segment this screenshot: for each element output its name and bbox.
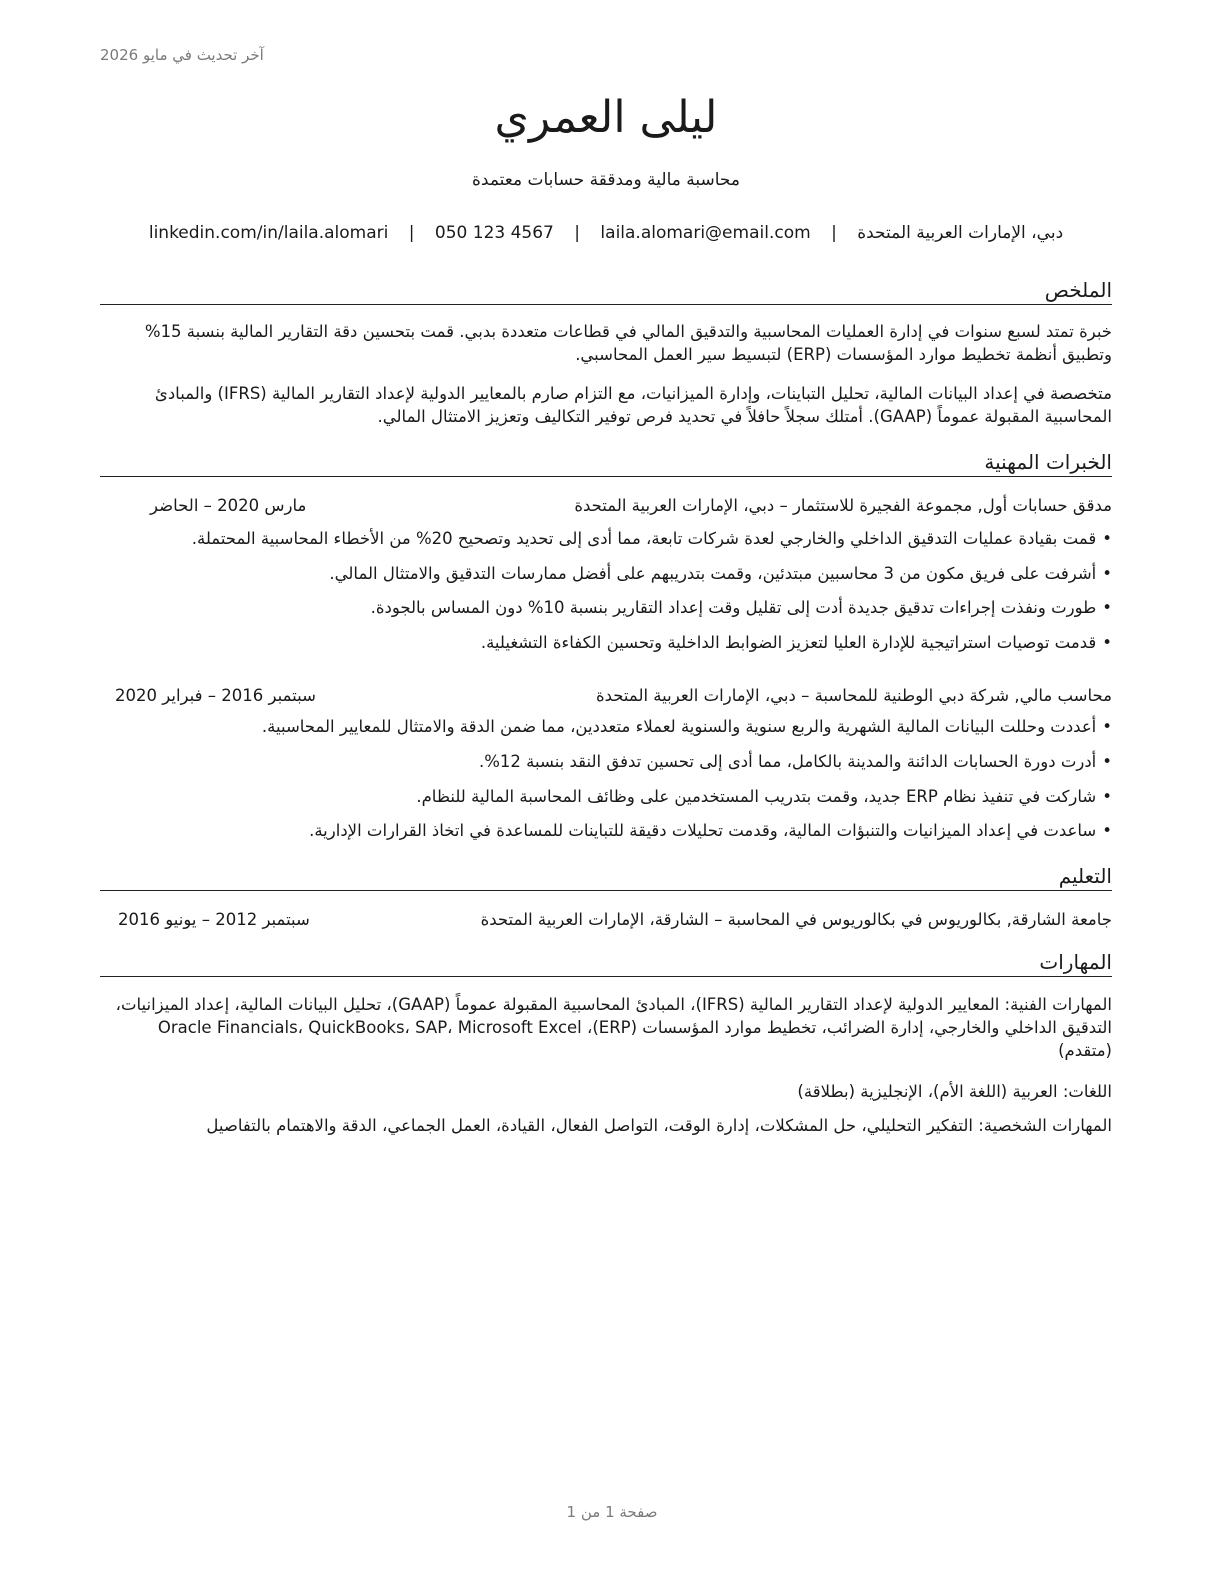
section-title-summary: الملخص [100, 277, 1112, 305]
job-bullet: •أعددت وحللت البيانات المالية الشهرية والربع سنوية والسنوية لعملاء متعددين، مما ضمن الدقة والامتثال للمعايير المحاسبية. [261, 717, 1112, 736]
job-dates: مارس 2020 – الحاضر [150, 496, 307, 515]
job-bullet: •أدرت دورة الحسابات الدائنة والمدينة بالكامل، مما أدى إلى تحسين تدفق النقد بنسبة 12%. [478, 752, 1112, 771]
section-title-skills: المهارات [100, 949, 1112, 977]
skills-soft: المهارات الشخصية: التفكير التحليلي، حل المشكلات، إدارة الوقت، التواصل الفعال، القيادة، العمل الجماعي، الدقة والاهتمام بالتفاصيل [206, 1116, 1112, 1135]
person-name: ليلى العمري [494, 92, 718, 143]
page-number: صفحة 1 من 1 [566, 1503, 658, 1521]
job-bullet: •قمت بقيادة عمليات التدقيق الداخلي والخارجي لعدة شركات تابعة، مما أدى إلى تحديد وتصحيح 20% من الأخطاء المحاسبية المحتملة. [191, 529, 1112, 548]
contact-linkedin[interactable]: linkedin.com/in/laila.alomari [148, 223, 389, 243]
summary-paragraph: متخصصة في إعداد البيانات المالية، تحليل التباينات، وإدارة الميزانيات، مع التزام صارم بالمعايير الدولية لإعداد التقارير المالية (IFRS) والمبادئ المحاسبية المقبولة عموماً (GAAP). أمتلك سجلاً حافلاً في تحديد فرص توفير التكاليف وتعزيز الامتثال المالي. [154, 384, 1112, 426]
job-bullet: •أشرفت على فريق مكون من 3 محاسبين مبتدئين، وقمت بتدريبهم على أفضل ممارسات التدقيق والامتثال المالي. [329, 564, 1112, 583]
section-title-experience: الخبرات المهنية [100, 449, 1112, 477]
education-dates: سبتمبر 2012 – يونيو 2016 [118, 910, 310, 929]
resume-page [100, 0, 1112, 1584]
contact-email[interactable]: laila.alomari@email.com [600, 223, 811, 243]
job-bullet: •طورت ونفذت إجراءات تدقيق جديدة أدت إلى تقليل وقت إعداد التقارير بنسبة 10% دون المساس بالجودة. [370, 598, 1112, 617]
education-entry [100, 908, 1112, 931]
contact-separator: | [574, 223, 581, 243]
education-degree: جامعة الشارقة, بكالوريوس في بكالوريوس في المحاسبة – الشارقة، الإمارات العربية المتحدة [480, 910, 1112, 929]
job-header [100, 494, 1112, 517]
skills-languages: اللغات: العربية (اللغة الأم)، الإنجليزية (بطلاقة) [797, 1082, 1112, 1101]
job-bullet: •ساعدت في إعداد الميزانيات والتنبؤات المالية، وقدمت تحليلات دقيقة للتباينات للمساعدة في اتخاذ القرارات الإدارية. [309, 821, 1112, 840]
contact-phone: 050 123 4567 [434, 223, 554, 243]
job-header [100, 684, 1112, 707]
job-title: مدقق حسابات أول, مجموعة الفجيرة للاستثمار – دبي، الإمارات العربية المتحدة [574, 496, 1112, 515]
contact-separator: | [831, 223, 837, 243]
section-title-education: التعليم [100, 863, 1112, 891]
job-bullet: •قدمت توصيات استراتيجية للإدارة العليا لتعزيز الضوابط الداخلية وتحسين الكفاءة التشغيلية. [480, 633, 1112, 652]
job-subtitle: محاسبة مالية ومدققة حسابات معتمدة [471, 170, 740, 190]
skills-technical: المهارات الفنية: المعايير الدولية لإعداد التقارير المالية (IFRS)، المبادئ المحاسبية المقبولة عموماً (GAAP)، تحليل البيانات المالية، إعداد الميزانيات، التدقيق الداخلي والخارجي، إدارة الضرائب، تخطيط موارد المؤسسات (ERP)، Oracle Financials، QuickBooks، SAP، Microsoft Excel (متقدم) [115, 995, 1112, 1060]
contact-separator: | [408, 223, 415, 243]
contact-line [100, 223, 1112, 243]
last-updated-note: آخر تحديث في مايو 2026 [100, 46, 264, 64]
contact-location: دبي، الإمارات العربية المتحدة [857, 223, 1064, 243]
job-title: محاسب مالي, شركة دبي الوطنية للمحاسبة – دبي، الإمارات العربية المتحدة [595, 686, 1112, 705]
job-dates: سبتمبر 2016 – فبراير 2020 [115, 686, 316, 705]
summary-paragraph: خبرة تمتد لسبع سنوات في إدارة العمليات المحاسبية والتدقيق المالي في قطاعات متعددة بدبي. قمت بتحسين دقة التقارير المالية بنسبة 15% وتطبيق أنظمة تخطيط موارد المؤسسات (ERP) لتبسيط سير العمل المحاسبي. [144, 322, 1112, 364]
job-bullet: •شاركت في تنفيذ نظام ERP جديد، وقمت بتدريب المستخدمين على وظائف المحاسبة المالية للنظام. [416, 787, 1112, 806]
